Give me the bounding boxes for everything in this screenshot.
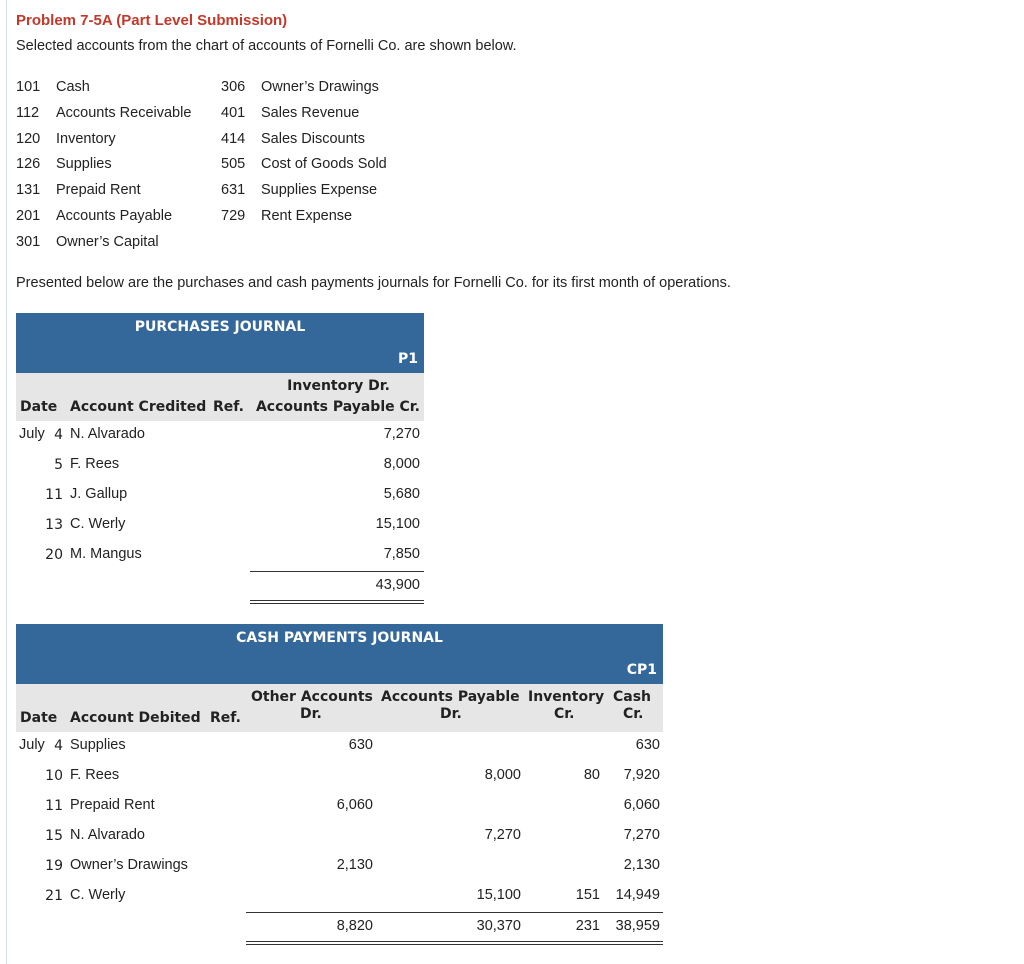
account-number: 631 <box>221 182 246 199</box>
row-cash: 6,060 <box>623 797 660 813</box>
account-name: Cash <box>56 79 90 95</box>
col-date: Date <box>20 399 58 415</box>
account-name: Inventory <box>56 130 116 147</box>
row-other-accounts: 2,130 <box>336 857 373 873</box>
cash-payments-subtotal-rule <box>246 912 663 913</box>
row-accounts-payable: 8,000 <box>484 767 521 783</box>
row-cash: 14,949 <box>615 887 660 903</box>
row-cash: 630 <box>635 737 660 753</box>
row-amount: 8,000 <box>383 456 420 472</box>
col-accounts-payable: Accounts Payable <box>381 689 520 705</box>
purchases-journal-code: P1 <box>397 351 418 367</box>
account-name: Sales Discounts <box>261 130 365 147</box>
col-cash: Cash <box>613 689 652 705</box>
account-name: Rent Expense <box>261 208 353 224</box>
account-number: 201 <box>16 208 41 224</box>
account-name: Cost of Goods Sold <box>261 156 387 173</box>
account-number: 126 <box>16 156 41 173</box>
row-day: 11 <box>45 798 63 814</box>
presented-text: Presented below are the purchases and cash payments journals for Fornelli Co. for its first month of operations. <box>16 275 731 291</box>
account-row <box>221 100 359 126</box>
col-ref: Ref. <box>213 399 244 415</box>
row-account: F. Rees <box>70 767 120 783</box>
row-account: Owner’s Drawings <box>70 857 188 873</box>
row-cash: 2,130 <box>623 857 660 873</box>
row-accounts-payable: 7,270 <box>484 827 521 843</box>
col-inventory-cr: Cr. <box>554 706 575 722</box>
page-left-border <box>6 0 7 964</box>
purchases-total: 43,900 <box>375 577 420 593</box>
account-row <box>16 126 116 152</box>
row-account: N. Alvarado <box>70 426 145 442</box>
account-number: 401 <box>221 104 246 121</box>
row-account: M. Mangus <box>70 546 142 562</box>
purchases-journal-title: PURCHASES JOURNAL <box>134 319 306 335</box>
cash-payments-journal-column-headers <box>16 684 663 732</box>
row-account: C. Werly <box>70 887 126 903</box>
total-other-accounts: 8,820 <box>336 918 373 934</box>
account-row <box>16 100 191 126</box>
row-month: July <box>19 737 45 753</box>
col-other-accounts: Other Accounts <box>251 689 373 705</box>
account-name: Supplies <box>56 156 112 173</box>
account-row <box>221 151 387 177</box>
account-number: 112 <box>16 104 40 121</box>
col-cash-cr: Cr. <box>623 706 644 722</box>
account-number: 301 <box>16 233 41 250</box>
account-name: Prepaid Rent <box>56 182 141 199</box>
purchases-subtotal-rule <box>250 571 424 572</box>
row-day: 21 <box>45 888 63 904</box>
row-account: N. Alvarado <box>70 827 145 843</box>
row-amount: 15,100 <box>375 516 420 532</box>
row-day: 13 <box>45 517 63 533</box>
account-row <box>16 151 112 177</box>
row-account: J. Gallup <box>70 486 128 502</box>
account-row <box>221 203 352 229</box>
cash-payments-total-double-rule <box>246 941 663 945</box>
col-other-accounts-dr: Dr. <box>300 706 322 722</box>
cash-payments-journal-title: CASH PAYMENTS JOURNAL <box>236 630 443 646</box>
purchases-journal-column-headers <box>16 373 424 421</box>
row-account: Supplies <box>70 737 126 753</box>
account-row <box>221 74 379 100</box>
account-number: 131 <box>16 182 41 199</box>
purchases-total-double-rule <box>250 600 424 604</box>
account-number: 505 <box>221 156 246 173</box>
row-day: 10 <box>45 768 63 784</box>
account-row <box>221 126 365 152</box>
row-inventory: 80 <box>583 767 600 783</box>
account-number: 729 <box>221 208 246 224</box>
col-account-debited: Account Debited <box>70 710 201 726</box>
row-day: 4 <box>54 738 63 754</box>
row-day: 19 <box>45 858 63 874</box>
row-day: 4 <box>54 427 63 443</box>
account-number: 414 <box>221 130 246 147</box>
row-day: 20 <box>45 547 63 563</box>
col-accounts-payable-dr: Dr. <box>440 706 462 722</box>
row-amount: 7,850 <box>383 546 420 562</box>
account-number: 306 <box>221 79 246 95</box>
row-day: 5 <box>54 457 63 473</box>
row-cash: 7,920 <box>623 767 660 783</box>
row-amount: 7,270 <box>383 426 420 442</box>
account-row <box>16 74 90 100</box>
row-inventory: 151 <box>575 887 600 903</box>
row-day: 11 <box>45 487 63 503</box>
row-other-accounts: 630 <box>348 737 373 753</box>
account-name: Supplies Expense <box>261 182 378 199</box>
total-accounts-payable: 30,370 <box>476 918 521 934</box>
row-other-accounts: 6,060 <box>336 797 373 813</box>
col-account-credited: Account Credited <box>70 399 207 415</box>
row-accounts-payable: 15,100 <box>476 887 521 903</box>
total-inventory: 231 <box>575 918 600 934</box>
cash-payments-journal-header <box>16 624 663 684</box>
col-inventory: Inventory <box>528 689 605 705</box>
row-account: Prepaid Rent <box>70 797 155 813</box>
row-amount: 5,680 <box>383 486 420 502</box>
col-date: Date <box>20 710 58 726</box>
account-row <box>16 177 141 203</box>
col-inventory-dr: Inventory Dr. <box>287 378 390 394</box>
account-name: Owner’s Drawings <box>261 79 379 95</box>
account-name: Owner’s Capital <box>56 233 159 250</box>
account-row <box>221 177 377 203</box>
intro-text: Selected accounts from the chart of accounts of Fornelli Co. are shown below. <box>16 38 517 54</box>
row-account: F. Rees <box>70 456 120 472</box>
cash-payments-journal-code: CP1 <box>626 662 657 678</box>
col-ref: Ref. <box>210 710 241 726</box>
account-name: Accounts Receivable <box>56 104 192 121</box>
total-cash: 38,959 <box>615 918 660 934</box>
account-name: Sales Revenue <box>261 104 360 121</box>
col-accounts-payable-cr: Accounts Payable Cr. <box>255 399 420 415</box>
row-account: C. Werly <box>70 516 126 532</box>
account-row <box>16 229 159 255</box>
row-month: July <box>19 426 45 442</box>
account-number: 101 <box>16 79 41 95</box>
account-row <box>16 203 172 229</box>
account-number: 120 <box>16 130 41 147</box>
problem-title: Problem 7-5A (Part Level Submission) <box>16 12 288 29</box>
row-day: 15 <box>45 828 63 844</box>
row-cash: 7,270 <box>623 827 660 843</box>
purchases-journal-header <box>16 313 424 373</box>
account-name: Accounts Payable <box>56 208 173 224</box>
